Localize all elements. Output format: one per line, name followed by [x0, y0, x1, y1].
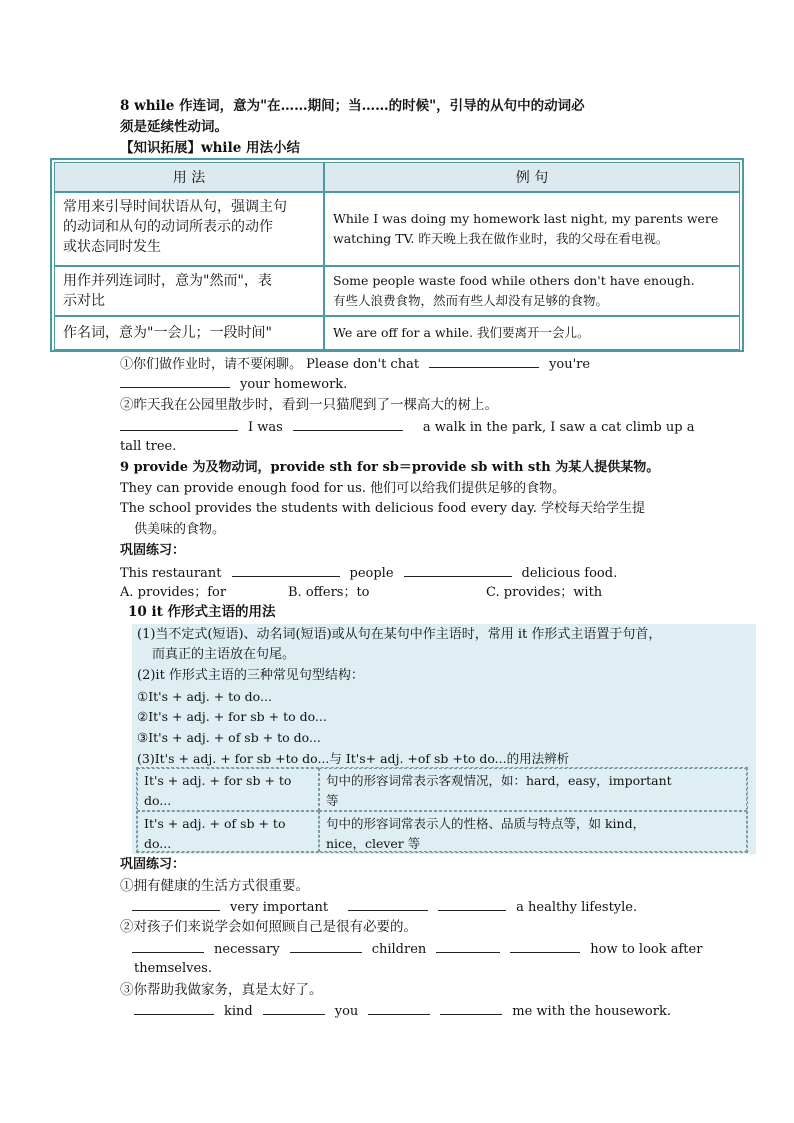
exercise-10-2-end: themselves.	[134, 961, 212, 976]
practice-heading-10: 巩固练习：	[120, 857, 186, 872]
section-10-title: 10 it 作形式主语的用法	[128, 604, 276, 620]
table-header-usage: 用 法	[54, 162, 324, 192]
it-usage-point-1: (1)当不定式(短语)、动名词(短语)或从句在某句中作主语时，常用 it 作形式主语置于句首，	[137, 627, 662, 642]
answer-blank[interactable]	[404, 564, 512, 577]
table-row-2-usage: 用作并列连词时，意为"然而"，表 示对比	[54, 266, 324, 316]
answer-blank[interactable]	[120, 375, 230, 388]
answer-blank[interactable]	[510, 940, 580, 953]
it-usage-point-2: (2)it 作形式主语的三种常见句型结构：	[137, 668, 364, 683]
section-8-title: 8 while 作连词，意为"在……期间；当……的时候"，引导的从句中的动词必	[120, 98, 585, 114]
answer-blank[interactable]	[120, 418, 238, 431]
comparison-row-1-note: 句中的形容词常表示客观情况，如：hard，easy，important 等	[319, 768, 747, 811]
comparison-row-2-note: 句中的形容词常表示人的性格、品质与特点等，如 kind， nice，clever 等	[319, 811, 747, 852]
answer-blank[interactable]	[132, 940, 204, 953]
section-8-title-cont: 须是延续性动词。	[120, 119, 228, 135]
option-b[interactable]: B. offers；to	[288, 585, 370, 600]
pattern-2: ②It's + adj. + for sb + to do...	[137, 709, 327, 724]
practice-heading-9: 巩固练习：	[120, 543, 186, 558]
answer-blank[interactable]	[132, 898, 220, 911]
section-9-title: 9 provide 为及物动词，provide sth for sb＝provide sb with sth 为某人提供某物。	[120, 460, 660, 475]
table-row-1-example: While I was doing my homework last night, my parents were watching TV. 昨天晚上我在做作业时，我的父母在看电视。	[324, 192, 740, 266]
answer-blank[interactable]	[263, 1002, 325, 1015]
exercise-10-1: ①拥有健康的生活方式很重要。	[120, 878, 309, 894]
pattern-3: ③It's + adj. + of sb + to do...	[137, 730, 321, 745]
answer-blank[interactable]	[440, 1002, 502, 1015]
exercise-10-2: ②对孩子们来说学会如何照顾自己是很有必要的。	[120, 919, 417, 935]
while-usage-table	[50, 158, 744, 352]
option-a[interactable]: A. provides；for	[120, 585, 227, 600]
pattern-1: ①It's + adj. + to do...	[137, 689, 272, 704]
answer-blank[interactable]	[368, 1002, 430, 1015]
exercise-10-3: ③你帮助我做家务，真是太好了。	[120, 982, 323, 998]
answer-blank[interactable]	[436, 940, 500, 953]
table-row-2-example: Some people waste food while others don't have enough. 有些人浪费食物，然而有些人却没有足够的食物。	[324, 266, 740, 316]
comparison-table	[136, 767, 748, 853]
section-9-example-2: The school provides the students with delicious food every day. 学校每天给学生提	[120, 501, 646, 516]
exercise-10-1-blanks: very important a healthy lifestyle.	[132, 898, 637, 917]
answer-blank[interactable]	[232, 564, 340, 577]
answer-blank[interactable]	[438, 898, 506, 911]
exercise-10-3-blanks: kind you me with the housework.	[134, 1002, 671, 1021]
table-header-example: 例 句	[324, 162, 740, 192]
it-usage-point-3: (3)It's + adj. + for sb +to do...与 It's+ adj. +of sb +to do...的用法辨析	[137, 751, 570, 766]
exercise-8-2: ②昨天我在公园里散步时，看到一只猫爬到了一棵高大的树上。	[120, 397, 498, 413]
exercise-9: This restaurant people delicious food.	[120, 566, 618, 581]
table-row-1-usage: 常用来引导时间状语从句，强调主句 的动词和从句的动词所表示的动作 或状态同时发生	[54, 192, 324, 266]
section-9-example-1: They can provide enough food for us. 他们可以给我们提供足够的食物。	[120, 481, 566, 496]
it-usage-point-1-cont: 而真正的主语放在句尾。	[152, 647, 296, 662]
exercise-8-1: ①你们做作业时，请不要闲聊。 Please don't chat you're	[120, 357, 591, 372]
answer-blank[interactable]	[348, 898, 428, 911]
knowledge-extension-heading: 【知识拓展】while 用法小结	[120, 140, 300, 156]
comparison-row-1-pattern: It's + adj. + for sb + to do...	[137, 768, 319, 811]
exercise-8-2-end: tall tree.	[120, 439, 177, 454]
answer-blank[interactable]	[134, 1002, 214, 1015]
table-row-3-example: We are off for a while. 我们要离开一会儿。	[324, 316, 740, 350]
table-row-3-usage: 作名词，意为"一会儿；一段时间"	[54, 316, 324, 350]
option-c[interactable]: C. provides；with	[486, 585, 603, 600]
answer-blank[interactable]	[429, 355, 539, 368]
comparison-row-2-pattern: It's + adj. + of sb + to do...	[137, 811, 319, 852]
exercise-8-1-cont: your homework.	[120, 375, 347, 394]
section-9-example-2-cont: 供美味的食物。	[134, 522, 226, 537]
answer-blank[interactable]	[290, 940, 362, 953]
exercise-10-2-blanks: necessary children how to look after	[132, 940, 702, 959]
answer-blank[interactable]	[293, 418, 403, 431]
exercise-8-2-cont: I was a walk in the park, I saw a cat climb up a	[120, 418, 694, 437]
